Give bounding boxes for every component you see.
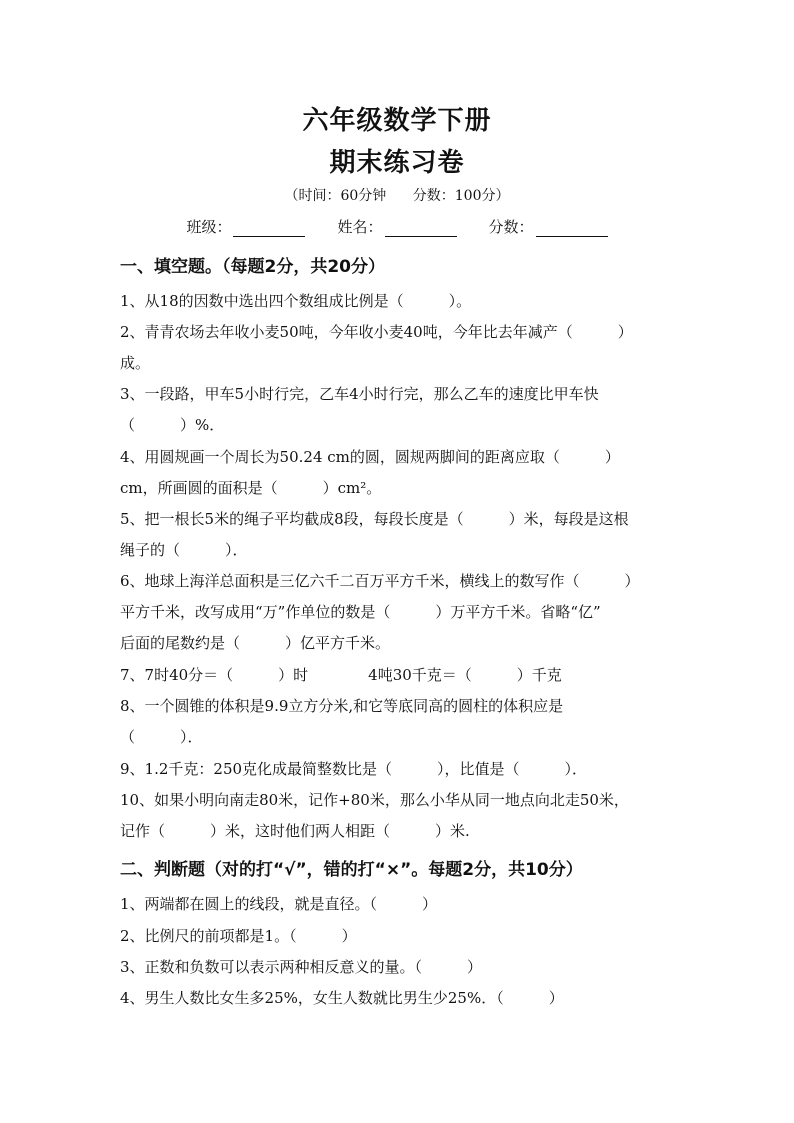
score-field[interactable] — [489, 216, 608, 237]
name-field[interactable] — [337, 216, 456, 237]
question-line: 绳子的（ ）． — [120, 541, 248, 559]
question-line: 7、7时40分＝（ ）时 4吨30千克＝（ ）千克 — [120, 666, 562, 684]
question-line: 记作（ ）米，这时他们两人相距（ ）米. — [120, 822, 470, 840]
question-line: （ ）． — [120, 728, 203, 746]
score-blank[interactable] — [536, 220, 608, 237]
student-info-row — [0, 216, 794, 237]
name-label: 姓名： — [337, 218, 383, 236]
section-fill-blank-heading: 一、填空题。（每题2分，共20分） — [120, 257, 385, 277]
judge-question-line: 3、正数和负数可以表示两种相反意义的量。（ ） — [120, 958, 483, 976]
question-line: 成。 — [120, 354, 151, 372]
exam-subtitle — [0, 185, 794, 205]
judge-question-line: 2、比例尺的前项都是1。（ ） — [120, 927, 357, 945]
question-line: （ ）%． — [120, 416, 225, 434]
total-score: 分数：100分） — [412, 188, 510, 204]
class-blank[interactable] — [233, 220, 305, 237]
exam-title-line1: 六年级数学下册 — [302, 106, 492, 136]
class-field[interactable] — [186, 216, 305, 237]
question-line: 5、把一根长5米的绳子平均截成8段，每段长度是（ ）米，每段是这根 — [120, 510, 629, 528]
question-line: cm，所画圆的面积是（ ）cm²。 — [120, 479, 382, 497]
question-line: 平方千米，改写成用“万”作单位的数是（ ）万平方千米。省略“亿” — [120, 603, 601, 621]
class-label: 班级： — [186, 218, 232, 236]
name-blank[interactable] — [385, 220, 457, 237]
question-line: 6、地球上海洋总面积是三亿六千二百万平方千米，横线上的数写作（ ） — [120, 572, 640, 590]
section-true-false-heading: 二、判断题（对的打“√”，错的打“×”。每题2分，共10分） — [120, 860, 583, 880]
exam-title-line2: 期末练习卷 — [329, 148, 465, 178]
judge-question-line: 4、男生人数比女生多25%，女生人数就比男生少25%．（ ） — [120, 989, 564, 1007]
question-line: 10、如果小明向南走80米，记作+80米，那么小华从同一地点向北走50米， — [120, 791, 629, 809]
judge-question-line: 1、两端都在圆上的线段，就是直径。（ ） — [120, 895, 438, 913]
question-line: 8、一个圆锥的体积是9.9立方分米,和它等底同高的圆柱的体积应是 — [120, 697, 564, 715]
question-line: 4、用圆规画一个周长为50.24 cm的圆，圆规两脚间的距离应取（ ） — [120, 448, 620, 466]
score-label: 分数： — [488, 218, 534, 236]
question-line: 1、从18的因数中选出四个数组成比例是（ ）。 — [120, 292, 472, 310]
question-line: 9、1.2千克：250克化成最简整数比是（ ），比值是（ ）． — [120, 760, 588, 778]
time-limit: （时间：60分钟 — [284, 188, 387, 204]
question-line: 2、青青农场去年收小麦50吨，今年收小麦40吨，今年比去年减产（ ） — [120, 323, 633, 341]
question-line: 后面的尾数约是（ ）亿平方千米。 — [120, 634, 391, 652]
question-line: 3、一段路，甲车5小时行完，乙车4小时行完，那么乙车的速度比甲车快 — [120, 385, 599, 403]
